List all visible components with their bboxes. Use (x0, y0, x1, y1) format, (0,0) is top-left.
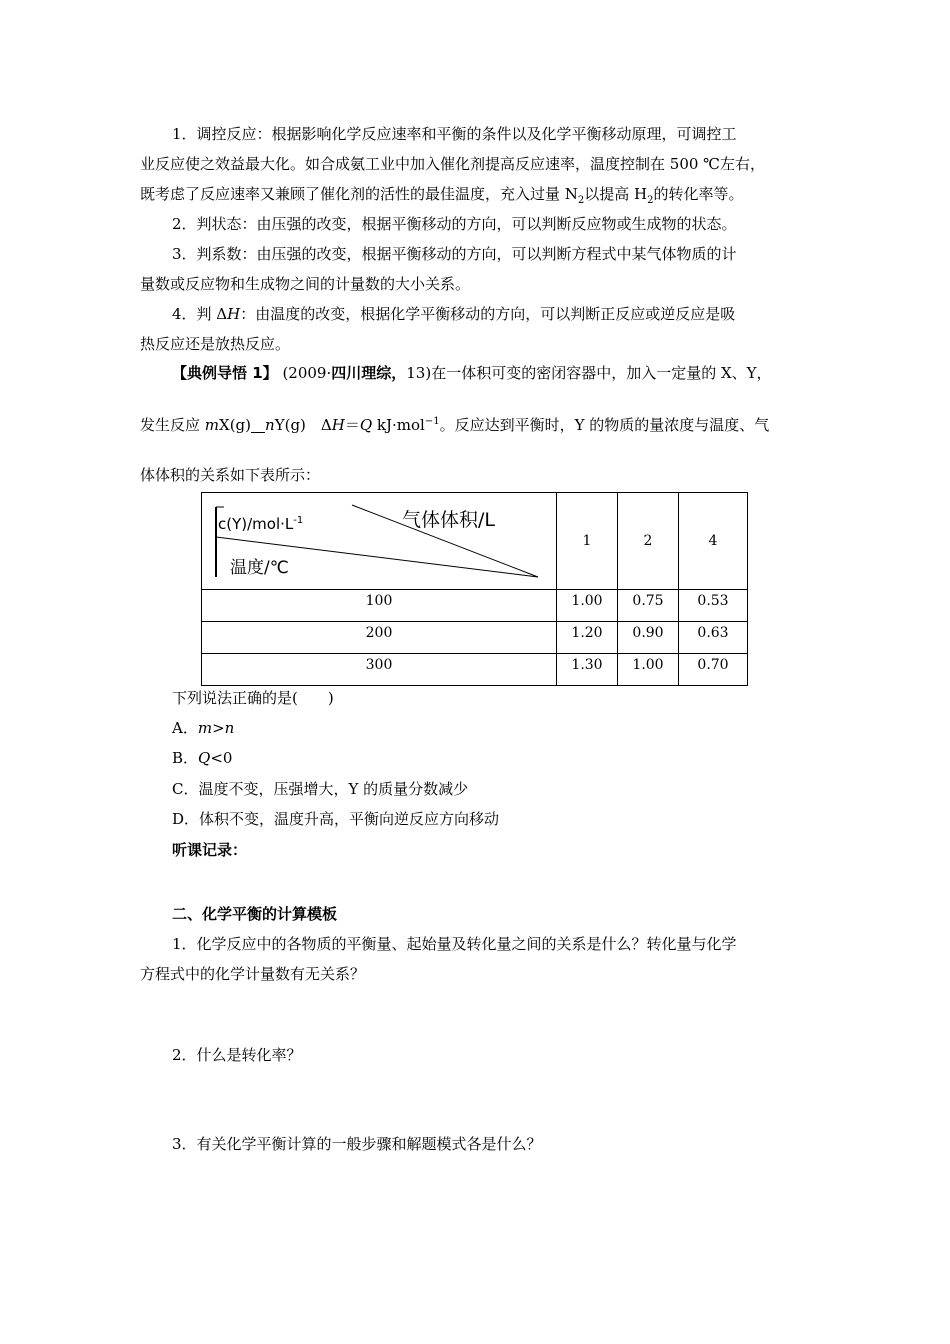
question-prompt: 下列说法正确的是( ) (172, 689, 334, 707)
table-row (202, 590, 748, 622)
table-diagonal-header (202, 493, 557, 590)
table-row (202, 622, 748, 654)
section-q3: 3．有关化学平衡计算的一般步骤和解题模式各是什么？ (172, 1135, 542, 1153)
section-q2: 2．什么是转化率？ (172, 1046, 302, 1064)
header-temperature: 温度/℃ (230, 558, 289, 578)
value-cell: 1.20 (557, 622, 618, 654)
p3-line1: 3．判系数：由压强的改变，根据平衡移动的方向，可以判断方程式中某气体物质的计 (172, 245, 737, 263)
value-cell: 0.75 (618, 590, 679, 622)
volume-cell: 1 (557, 493, 618, 590)
value-cell: 1.00 (557, 590, 618, 622)
header-volume: 气体体积/L (402, 509, 495, 531)
p1-line1: 1．调控反应：根据影响化学反应速率和平衡的条件以及化学平衡移动原理，可调控工 (172, 125, 737, 143)
value-cell: 0.63 (679, 622, 748, 654)
option-d: D．体积不变，温度升高，平衡向逆反应方向移动 (172, 810, 500, 828)
volume-cell: 4 (679, 493, 748, 590)
p4-line2: 热反应还是放热反应。 (140, 335, 291, 353)
equilibrium-sign (251, 418, 265, 433)
section-title: 二、化学平衡的计算模板 (172, 905, 338, 923)
p2-line1: 2．判状态：由压强的改变，根据平衡移动的方向，可以判断反应物或生成物的状态。 (172, 215, 737, 233)
p3-line2: 量数或反应物和生成物之间的计量数的大小关系。 (140, 275, 471, 293)
section-q1-line2: 方程式中的化学计量数有无关系？ (140, 965, 366, 983)
temp-cell: 200 (202, 622, 557, 654)
option-b: B．Q<0 (172, 749, 233, 767)
example-label: 【典例导悟 1】 (172, 364, 278, 382)
p4-line1: 4．判 ΔH：由温度的改变，根据化学平衡移动的方向，可以判断正反应或逆反应是吸 (172, 305, 736, 323)
temp-cell: 300 (202, 654, 557, 686)
p1-line3: 既考虑了反应速率又兼顾了催化剂的活性的最佳温度，充入过量 $N_2$以提高 $H_2$的转化率等。 (140, 185, 744, 206)
p1-line2: 业反应使之效益最大化。如合成氨工业中加入催化剂提高反应速率，温度控制在 500 ℃左右， (140, 155, 765, 173)
temp-cell: 100 (202, 590, 557, 622)
table-row (202, 654, 748, 686)
example-line2: 发生反应 mX(g) nY(g) ΔH＝Q kJ·mol$^{-1}$。反应达到平衡时，Y 的物质的量浓度与温度、气 (140, 416, 770, 434)
value-cell: 1.00 (618, 654, 679, 686)
header-concentration: $c(Y)/mol\cdot L^{-1}$ (218, 515, 304, 533)
notes-label: 听课记录： (172, 841, 248, 859)
example-line3: 体体积的关系如下表所示： (140, 466, 321, 484)
value-cell: 1.30 (557, 654, 618, 686)
volume-cell: 2 (618, 493, 679, 590)
option-c: C．温度不变，压强增大，Y 的质量分数减少 (172, 780, 469, 798)
value-cell: 0.70 (679, 654, 748, 686)
section-q1-line1: 1．化学反应中的各物质的平衡量、起始量及转化量之间的关系是什么？转化量与化学 (172, 935, 737, 953)
option-a: A．m>n (172, 719, 235, 737)
data-table (201, 492, 748, 686)
value-cell: 0.90 (618, 622, 679, 654)
value-cell: 0.53 (679, 590, 748, 622)
example-line1: 【典例导悟 1】 (2009·四川理综，13)在一体积可变的密闭容器中，加入一定量的 X、Y， (172, 364, 772, 382)
